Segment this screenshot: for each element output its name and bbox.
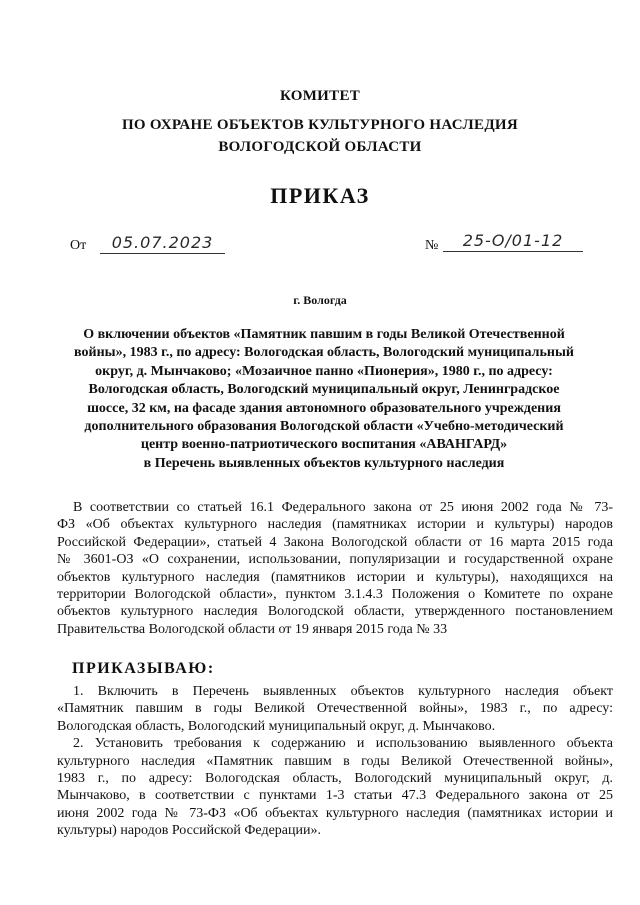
- title-line: в Перечень выявленных объектов культурного наследия: [143, 455, 505, 471]
- title-line: дополнительного образования Вологодской области «Учебно-методический: [84, 419, 564, 435]
- preamble-paragraph: [57, 499, 613, 638]
- title-line: Вологодская область, Вологодский муниципальный округ, Ленинградское: [88, 382, 560, 398]
- preamble-line: Правительства Вологодской области от 19 января 2015 года № 33: [57, 621, 448, 637]
- city: г. Вологда: [293, 293, 347, 307]
- preamble-line: ФЗ «Об объектах культурного наследия (памятниках истории и культуры) народов: [57, 517, 613, 533]
- preamble-line: территории Вологодской области», пунктом 3.1.4.3 Положения о Комитете по охране: [57, 587, 613, 603]
- item-line: культурного наследия «Памятник павшим в годы Великой Отечественной войны»,: [57, 753, 613, 769]
- title-line: округ, д. Мынчаково; «Мозаичное панно «Пионерия», 1980 г., по адресу:: [95, 363, 553, 379]
- order-item-2: [57, 735, 613, 839]
- document-title: [58, 326, 590, 473]
- order-item-1: [57, 683, 613, 735]
- order-items: [57, 683, 613, 840]
- item-line: Вологодская область, Вологодский муниципальный округ, д. Мынчаково.: [57, 718, 496, 734]
- order-heading: ПРИКАЗЫВАЮ:: [72, 660, 215, 677]
- item-line: 2. Установить требования к содержанию и использованию выявленного объекта: [73, 736, 613, 752]
- title-line: центр военно-патриотического воспитания «АВАНГАРД»: [140, 437, 508, 453]
- date-value: 05.07.2023: [100, 233, 225, 254]
- item-line: культуры) народов Российской Федерации».: [57, 823, 321, 839]
- item-line: «Памятник павшим в годы Великой Отечественной войны», 1983 г., по адресу:: [57, 701, 613, 717]
- title-line: войны», 1983 г., по адресу: Вологодская область, Вологодский муниципальный: [74, 345, 574, 361]
- item-line: 1983 г., по адресу: Вологодская область, Вологодский муниципальный округ, д.: [57, 771, 613, 787]
- preamble-line: № 3601-ОЗ «О сохранении, использовании, популяризации и государственной охране: [57, 552, 613, 568]
- item-line: 1. Включить в Перечень выявленных объектов культурного наследия объект: [73, 684, 613, 699]
- org-name-line-3: ВОЛОГОДСКОЙ ОБЛАСТИ: [218, 139, 422, 155]
- preamble-line: В соответствии со статьей 16.1 Федерального закона от 25 июня 2002 года № 73-: [73, 500, 613, 515]
- item-line: Мынчаково, в соответствии с пунктами 1-3 статьи 47.3 Федерального закона от 25: [57, 788, 613, 804]
- number-value: 25-О/01-12: [443, 231, 583, 252]
- title-line: шоссе, 32 км, на фасаде здания автономного образовательного учреждения: [87, 400, 561, 416]
- item-line: июня 2002 года № 73-ФЗ «Об объектах культурного наследия (памятниках истории и: [57, 805, 613, 821]
- number-label: №: [425, 238, 439, 253]
- date-label: От: [70, 238, 87, 253]
- preamble-line: объектов культурного наследия (памятников истории и культуры), находящихся на: [57, 569, 613, 585]
- org-name-line-1: КОМИТЕТ: [279, 88, 361, 104]
- preamble-line: объектов культурного наследия Вологодской области, утвержденного постановлением: [57, 604, 613, 620]
- document-type: ПРИКАЗ: [270, 183, 370, 208]
- preamble-line: Российской Федерации», статьей 4 Закона Вологодской области от 16 марта 2015 года: [57, 534, 613, 550]
- title-line: О включении объектов «Памятник павшим в годы Великой Отечественной: [83, 327, 565, 342]
- org-name-line-2: ПО ОХРАНЕ ОБЪЕКТОВ КУЛЬТУРНОГО НАСЛЕДИЯ: [121, 117, 519, 133]
